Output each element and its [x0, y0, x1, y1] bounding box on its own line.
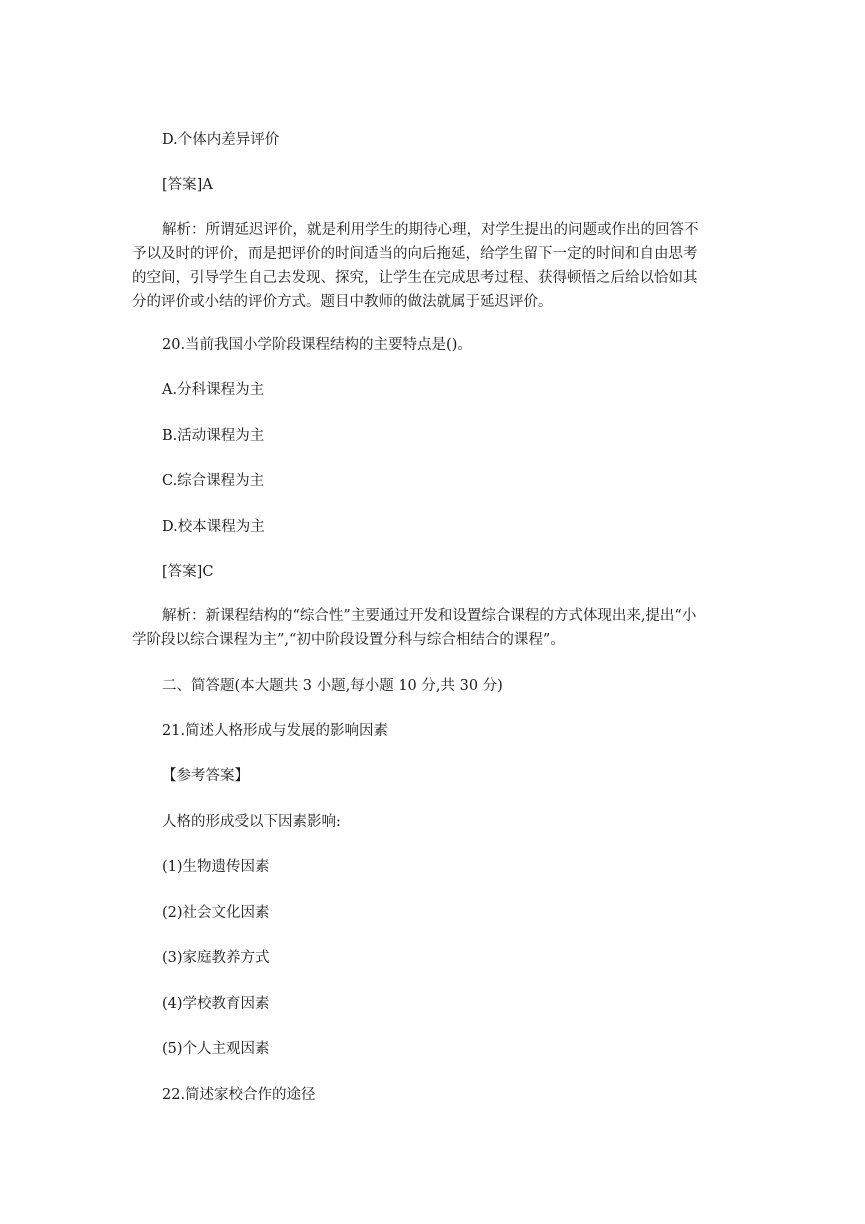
q19-analysis-line-1: 解析：所谓延迟评价，就是利用学生的期待心理，对学生提出的问题或作出的回答不 [162, 222, 699, 238]
q22-question: 22.简述家校合作的途径 [162, 1087, 316, 1103]
q21-item-5: (5)个人主观因素 [162, 1041, 270, 1057]
q20-question: 20.当前我国小学阶段课程结构的主要特点是()。 [162, 337, 472, 353]
q20-option-b: B.活动课程为主 [162, 428, 265, 444]
q21-reference-answer-label: 【参考答案】 [162, 768, 249, 784]
q19-analysis-line-3: 的空间，引导学生自己去发现、探究，让学生在完成思考过程、获得顿悟之后给以恰如其 [132, 270, 698, 286]
q21-intro: 人格的形成受以下因素影响: [162, 814, 341, 830]
q19-analysis-line-4: 分的评价或小结的评价方式。题目中教师的做法就属于延迟评价。 [132, 294, 553, 310]
q20-analysis [132, 604, 722, 652]
q21-question: 21.简述人格形成与发展的影响因素 [162, 723, 389, 739]
q20-option-a: A.分科课程为主 [162, 382, 265, 398]
q20-analysis-line-2: 学阶段以综合课程为主”,“初中阶段设置分科与综合相结合的课程”。 [132, 632, 565, 648]
q20-option-d: D.校本课程为主 [162, 519, 265, 535]
q19-answer: [答案]A [162, 177, 213, 193]
q21-item-2: (2)社会文化因素 [162, 905, 270, 921]
q21-item-4: (4)学校教育因素 [162, 996, 270, 1012]
q21-item-1: (1)生物遗传因素 [162, 859, 270, 875]
q20-answer: [答案]C [162, 564, 214, 580]
q21-item-3: (3)家庭教养方式 [162, 950, 270, 966]
q20-analysis-line-1: 解析：新课程结构的“综合性”主要通过开发和设置综合课程的方式体现出来,提出“小 [162, 608, 697, 624]
q19-analysis-line-2: 予以及时的评价，而是把评价的时间适当的向后拖延，给学生留下一定的时间和自由思考 [132, 246, 698, 262]
q20-option-c: C.综合课程为主 [162, 473, 265, 489]
section-two-heading: 二、简答题(本大题共 3 小题,每小题 10 分,共 30 分) [162, 678, 503, 694]
q19-analysis [132, 218, 722, 314]
q19-option-d: D.个体内差异评价 [162, 132, 280, 148]
